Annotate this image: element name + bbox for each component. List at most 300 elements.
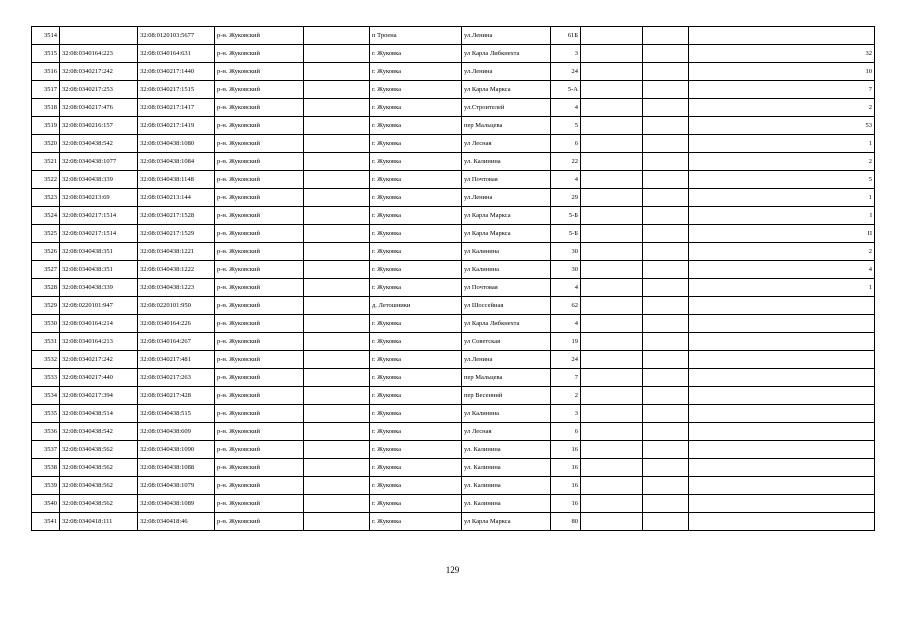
cell-apartment	[689, 351, 875, 369]
table-row	[32, 171, 875, 189]
cell-house-number: 3	[551, 405, 581, 423]
cell-cadastral-parent: 32:08:0340438:542	[60, 423, 138, 441]
cell-extra-1	[581, 441, 643, 459]
cell-extra-2	[643, 369, 689, 387]
table-row	[32, 81, 875, 99]
cell-blank	[304, 369, 370, 387]
cell-extra-2	[643, 153, 689, 171]
table-row	[32, 27, 875, 45]
cell-blank	[304, 189, 370, 207]
cell-locality: г. Жуковка	[370, 243, 462, 261]
cell-extra-1	[581, 495, 643, 513]
cell-street: пер Весенний	[462, 387, 551, 405]
cell-cadastral-parent: 32:08:0340438:562	[60, 441, 138, 459]
cell-cadastral-parent: 32:08:0340217:253	[60, 81, 138, 99]
table-row	[32, 99, 875, 117]
cell-apartment	[689, 333, 875, 351]
cell-apartment	[689, 315, 875, 333]
cell-extra-2	[643, 297, 689, 315]
cell-row-number: 3525	[32, 225, 60, 243]
cell-district: р-н. Жуковский	[215, 513, 304, 531]
cell-district: р-н. Жуковский	[215, 261, 304, 279]
cell-blank	[304, 225, 370, 243]
cell-district: р-н. Жуковский	[215, 63, 304, 81]
cell-extra-2	[643, 99, 689, 117]
cell-extra-1	[581, 45, 643, 63]
cell-extra-2	[643, 441, 689, 459]
cell-cadastral-number: 32:08:0340438:1221	[138, 243, 215, 261]
cell-extra-2	[643, 495, 689, 513]
cell-blank	[304, 387, 370, 405]
cell-blank	[304, 243, 370, 261]
cell-street: пер Мальцева	[462, 117, 551, 135]
cell-row-number: 3533	[32, 369, 60, 387]
cell-cadastral-parent: 32:08:0340438:339	[60, 171, 138, 189]
cell-apartment	[689, 459, 875, 477]
cell-house-number: 62	[551, 297, 581, 315]
cell-locality: г. Жуковка	[370, 333, 462, 351]
cell-street: ул. Калинина	[462, 477, 551, 495]
cell-locality: д. Летошники	[370, 297, 462, 315]
cell-street: ул Карла Либкнехта	[462, 315, 551, 333]
table-row	[32, 459, 875, 477]
cell-apartment	[689, 369, 875, 387]
cell-blank	[304, 261, 370, 279]
cell-cadastral-parent: 32:08:0340438:351	[60, 261, 138, 279]
cell-extra-1	[581, 153, 643, 171]
cell-district: р-н. Жуковский	[215, 45, 304, 63]
cell-district: р-н. Жуковский	[215, 27, 304, 45]
cell-cadastral-parent: 32:08:0340438:562	[60, 495, 138, 513]
cell-locality: г. Жуковка	[370, 207, 462, 225]
cell-extra-2	[643, 261, 689, 279]
cell-street: ул.Ленина	[462, 189, 551, 207]
cell-district: р-н. Жуковский	[215, 369, 304, 387]
cell-district: р-н. Жуковский	[215, 405, 304, 423]
cell-locality: г. Жуковка	[370, 99, 462, 117]
cell-cadastral-number: 32:08:0340438:1088	[138, 459, 215, 477]
cell-extra-2	[643, 405, 689, 423]
cell-cadastral-number: 32:08:0340217:1440	[138, 63, 215, 81]
cell-extra-1	[581, 423, 643, 441]
cell-house-number: 6	[551, 423, 581, 441]
cell-extra-1	[581, 477, 643, 495]
cell-extra-1	[581, 297, 643, 315]
cell-house-number: 4	[551, 171, 581, 189]
cell-street: ул.Ленина	[462, 63, 551, 81]
cell-street: ул.Строителей	[462, 99, 551, 117]
cell-row-number: 3540	[32, 495, 60, 513]
cell-locality: г. Жуковка	[370, 63, 462, 81]
cell-cadastral-number: 32:08:0340164:631	[138, 45, 215, 63]
cell-apartment	[689, 477, 875, 495]
cell-row-number: 3516	[32, 63, 60, 81]
cell-district: р-н. Жуковский	[215, 153, 304, 171]
cell-house-number: 16	[551, 495, 581, 513]
cell-cadastral-number: 32:08:0340217:1419	[138, 117, 215, 135]
cell-cadastral-number: 32:08:0340438:1222	[138, 261, 215, 279]
cell-extra-2	[643, 27, 689, 45]
table-row	[32, 315, 875, 333]
cell-extra-2	[643, 81, 689, 99]
cell-district: р-н. Жуковский	[215, 459, 304, 477]
cell-street: ул. Калинина	[462, 153, 551, 171]
cell-district: р-н. Жуковский	[215, 315, 304, 333]
cell-blank	[304, 99, 370, 117]
cell-district: р-н. Жуковский	[215, 387, 304, 405]
cell-row-number: 3528	[32, 279, 60, 297]
cell-district: р-н. Жуковский	[215, 477, 304, 495]
table-row	[32, 513, 875, 531]
cell-house-number: 2	[551, 387, 581, 405]
cell-locality: г. Жуковка	[370, 387, 462, 405]
cell-blank	[304, 171, 370, 189]
cell-locality: г. Жуковка	[370, 459, 462, 477]
cell-district: р-н. Жуковский	[215, 297, 304, 315]
cell-district: р-н. Жуковский	[215, 279, 304, 297]
cell-street: ул Лесная	[462, 423, 551, 441]
cell-extra-1	[581, 207, 643, 225]
cell-house-number: 80	[551, 513, 581, 531]
cell-cadastral-number: 32:08:0340217:263	[138, 369, 215, 387]
cell-blank	[304, 297, 370, 315]
cell-extra-2	[643, 207, 689, 225]
cell-cadastral-number: 32:08:0340217:481	[138, 351, 215, 369]
cell-row-number: 3519	[32, 117, 60, 135]
table-row	[32, 135, 875, 153]
cell-extra-2	[643, 225, 689, 243]
cell-apartment	[689, 27, 875, 45]
table-row	[32, 333, 875, 351]
cell-locality: г. Жуковка	[370, 189, 462, 207]
cell-row-number: 3520	[32, 135, 60, 153]
cell-locality: г. Жуковка	[370, 351, 462, 369]
table-row	[32, 441, 875, 459]
cell-apartment: 5	[689, 171, 875, 189]
cell-house-number: 30	[551, 243, 581, 261]
cell-cadastral-parent: 32:08:0340217:476	[60, 99, 138, 117]
cell-house-number: 4	[551, 279, 581, 297]
cell-extra-2	[643, 459, 689, 477]
cell-extra-1	[581, 261, 643, 279]
cell-row-number: 3521	[32, 153, 60, 171]
cell-street: ул Почтовая	[462, 279, 551, 297]
cell-blank	[304, 153, 370, 171]
cell-street: ул.Ленина	[462, 351, 551, 369]
cell-cadastral-parent: 32:08:0340164:214	[60, 315, 138, 333]
cell-house-number: 16	[551, 459, 581, 477]
cell-street: ул.Ленина	[462, 27, 551, 45]
cell-extra-1	[581, 117, 643, 135]
cell-cadastral-parent: 32:08:0340217:1514	[60, 225, 138, 243]
cell-house-number: 29	[551, 189, 581, 207]
cell-locality: г. Жуковка	[370, 405, 462, 423]
cell-extra-1	[581, 333, 643, 351]
cell-street: ул Карла Либкнехта	[462, 45, 551, 63]
cell-apartment	[689, 297, 875, 315]
cell-blank	[304, 207, 370, 225]
cell-extra-2	[643, 315, 689, 333]
cell-extra-2	[643, 351, 689, 369]
cell-extra-2	[643, 387, 689, 405]
cell-cadastral-parent: 32:08:0340217:242	[60, 63, 138, 81]
cell-cadastral-number: 32:08:0340438:1148	[138, 171, 215, 189]
cell-house-number: 4	[551, 315, 581, 333]
cell-cadastral-parent: 32:08:0340438:562	[60, 477, 138, 495]
cell-extra-2	[643, 477, 689, 495]
cell-street: ул Карла Маркса	[462, 513, 551, 531]
cell-street: ул Калинина	[462, 243, 551, 261]
cell-apartment: 4	[689, 261, 875, 279]
cell-locality: г. Жуковка	[370, 495, 462, 513]
cell-street: ул. Калинина	[462, 459, 551, 477]
cell-apartment: 2	[689, 153, 875, 171]
cell-locality: г. Жуковка	[370, 279, 462, 297]
cell-extra-2	[643, 333, 689, 351]
cell-cadastral-parent: 32:08:0340438:351	[60, 243, 138, 261]
cell-apartment: 1	[689, 135, 875, 153]
cell-house-number: 61Б	[551, 27, 581, 45]
document-page	[31, 26, 875, 531]
cell-street: ул. Калинина	[462, 441, 551, 459]
cell-row-number: 3534	[32, 387, 60, 405]
cell-extra-1	[581, 225, 643, 243]
cell-cadastral-parent: 32:08:0340438:514	[60, 405, 138, 423]
cell-house-number: 6	[551, 135, 581, 153]
cell-apartment: 7	[689, 81, 875, 99]
cell-cadastral-number: 32:08:0340217:1528	[138, 207, 215, 225]
cell-extra-1	[581, 135, 643, 153]
cell-apartment	[689, 441, 875, 459]
cell-cadastral-parent: 32:08:0340164:213	[60, 333, 138, 351]
table-row	[32, 189, 875, 207]
cell-house-number: 24	[551, 351, 581, 369]
table-row	[32, 297, 875, 315]
table-row	[32, 243, 875, 261]
table-row	[32, 261, 875, 279]
cell-cadastral-number: 32:08:0340438:1223	[138, 279, 215, 297]
table-row	[32, 153, 875, 171]
cell-extra-1	[581, 243, 643, 261]
cell-street: ул Карла Маркса	[462, 81, 551, 99]
cell-house-number: 16	[551, 477, 581, 495]
cell-locality: г. Жуковка	[370, 513, 462, 531]
cell-street: ул Лесная	[462, 135, 551, 153]
cell-district: р-н. Жуковский	[215, 135, 304, 153]
cell-district: р-н. Жуковский	[215, 189, 304, 207]
cell-extra-1	[581, 369, 643, 387]
cell-extra-1	[581, 279, 643, 297]
cell-cadastral-number: 32:08:0340438:1079	[138, 477, 215, 495]
cell-blank	[304, 495, 370, 513]
cell-blank	[304, 423, 370, 441]
cell-extra-2	[643, 135, 689, 153]
cell-street: ул. Калинина	[462, 495, 551, 513]
cell-street: ул Калинина	[462, 405, 551, 423]
cell-cadastral-parent: 32:08:0340217:440	[60, 369, 138, 387]
cell-locality: г. Жуковка	[370, 441, 462, 459]
cell-extra-2	[643, 513, 689, 531]
cell-row-number: 3535	[32, 405, 60, 423]
cell-row-number: 3523	[32, 189, 60, 207]
cell-cadastral-number: 32:08:0340217:1417	[138, 99, 215, 117]
cell-locality: п Троена	[370, 27, 462, 45]
cell-cadastral-parent: 32:08:0340217:1514	[60, 207, 138, 225]
cell-street: ул Почтовая	[462, 171, 551, 189]
cell-house-number: 30	[551, 261, 581, 279]
cell-row-number: 3530	[32, 315, 60, 333]
cell-blank	[304, 117, 370, 135]
page-number: 129	[445, 565, 460, 575]
cell-cadastral-parent: 32:08:0340217:242	[60, 351, 138, 369]
cell-house-number: 16	[551, 441, 581, 459]
cell-blank	[304, 63, 370, 81]
cell-apartment	[689, 423, 875, 441]
cell-row-number: 3537	[32, 441, 60, 459]
cell-extra-2	[643, 45, 689, 63]
cell-row-number: 3529	[32, 297, 60, 315]
cell-cadastral-parent: 32:08:0340438:542	[60, 135, 138, 153]
cell-row-number: 3515	[32, 45, 60, 63]
cell-locality: г. Жуковка	[370, 423, 462, 441]
cell-row-number: 3522	[32, 171, 60, 189]
cell-extra-1	[581, 171, 643, 189]
cell-extra-2	[643, 117, 689, 135]
cell-row-number: 3541	[32, 513, 60, 531]
cell-apartment: II	[689, 225, 875, 243]
cell-house-number: 24	[551, 63, 581, 81]
table-row	[32, 495, 875, 513]
cell-house-number: 22	[551, 153, 581, 171]
cell-house-number: 19	[551, 333, 581, 351]
cell-extra-1	[581, 351, 643, 369]
cell-extra-2	[643, 189, 689, 207]
cell-apartment: 10	[689, 63, 875, 81]
cell-row-number: 3526	[32, 243, 60, 261]
table-row	[32, 477, 875, 495]
cell-district: р-н. Жуковский	[215, 99, 304, 117]
cell-cadastral-number: 32:08:0340164:267	[138, 333, 215, 351]
cell-extra-1	[581, 81, 643, 99]
cell-row-number: 3538	[32, 459, 60, 477]
cell-blank	[304, 459, 370, 477]
cell-apartment: 2	[689, 243, 875, 261]
cell-blank	[304, 135, 370, 153]
table-row	[32, 279, 875, 297]
cell-district: р-н. Жуковский	[215, 243, 304, 261]
cell-cadastral-parent: 32:08:0340438:562	[60, 459, 138, 477]
cell-locality: г. Жуковка	[370, 45, 462, 63]
cell-extra-1	[581, 315, 643, 333]
table-row	[32, 423, 875, 441]
cell-cadastral-number: 32:08:0340438:609	[138, 423, 215, 441]
cell-cadastral-number: 32:08:0340213:144	[138, 189, 215, 207]
cell-district: р-н. Жуковский	[215, 351, 304, 369]
cell-locality: г. Жуковка	[370, 369, 462, 387]
cell-cadastral-number: 32:08:0220101:950	[138, 297, 215, 315]
cell-blank	[304, 315, 370, 333]
table-row	[32, 225, 875, 243]
cell-blank	[304, 477, 370, 495]
cell-extra-2	[643, 423, 689, 441]
cell-blank	[304, 441, 370, 459]
cell-cadastral-parent: 32:08:0340438:1077	[60, 153, 138, 171]
cell-cadastral-number: 32:08:0340438:1089	[138, 495, 215, 513]
cell-extra-2	[643, 171, 689, 189]
cell-cadastral-number: 32:08:0340438:1090	[138, 441, 215, 459]
cell-apartment	[689, 513, 875, 531]
cell-extra-1	[581, 513, 643, 531]
cell-extra-2	[643, 63, 689, 81]
cell-row-number: 3518	[32, 99, 60, 117]
cell-cadastral-parent: 32:08:0220101:947	[60, 297, 138, 315]
cell-blank	[304, 45, 370, 63]
cell-street: ул Карла Маркса	[462, 225, 551, 243]
cell-street: пер Мальцева	[462, 369, 551, 387]
cell-blank	[304, 279, 370, 297]
cell-house-number: 7	[551, 369, 581, 387]
cell-apartment: 2	[689, 99, 875, 117]
cell-locality: г. Жуковка	[370, 225, 462, 243]
cell-street: ул Калинина	[462, 261, 551, 279]
cell-apartment: I	[689, 207, 875, 225]
cell-row-number: 3531	[32, 333, 60, 351]
cell-extra-1	[581, 459, 643, 477]
cell-cadastral-number: 32:08:0340217:1529	[138, 225, 215, 243]
cell-district: р-н. Жуковский	[215, 207, 304, 225]
cell-extra-1	[581, 63, 643, 81]
table-row	[32, 369, 875, 387]
cell-locality: г. Жуковка	[370, 81, 462, 99]
cell-apartment	[689, 387, 875, 405]
cell-district: р-н. Жуковский	[215, 423, 304, 441]
cell-cadastral-parent: 32:08:0340213:69	[60, 189, 138, 207]
cell-district: р-н. Жуковский	[215, 171, 304, 189]
cell-house-number: 5-Б	[551, 207, 581, 225]
cell-row-number: 3532	[32, 351, 60, 369]
cell-district: р-н. Жуковский	[215, 495, 304, 513]
cell-extra-1	[581, 387, 643, 405]
cell-cadastral-parent	[60, 27, 138, 45]
cell-apartment: 32	[689, 45, 875, 63]
table-row	[32, 63, 875, 81]
cell-extra-1	[581, 189, 643, 207]
cell-house-number: 5-А	[551, 81, 581, 99]
cell-extra-1	[581, 99, 643, 117]
cell-blank	[304, 27, 370, 45]
cell-house-number: 5-Б	[551, 225, 581, 243]
table-row	[32, 117, 875, 135]
cell-cadastral-number: 32:08:0340164:226	[138, 315, 215, 333]
cell-cadastral-parent: 32:08:0340217:394	[60, 387, 138, 405]
cell-row-number: 3514	[32, 27, 60, 45]
cell-cadastral-number: 32:08:0340438:515	[138, 405, 215, 423]
cell-district: р-н. Жуковский	[215, 81, 304, 99]
cell-row-number: 3527	[32, 261, 60, 279]
cell-cadastral-number: 32:08:0120103:5677	[138, 27, 215, 45]
cell-house-number: 4	[551, 99, 581, 117]
cell-locality: г. Жуковка	[370, 171, 462, 189]
cell-cadastral-number: 32:08:0340438:1084	[138, 153, 215, 171]
cell-blank	[304, 405, 370, 423]
cell-street: ул Советская	[462, 333, 551, 351]
cell-blank	[304, 513, 370, 531]
cell-apartment	[689, 405, 875, 423]
cell-apartment: 53	[689, 117, 875, 135]
cell-locality: г. Жуковка	[370, 477, 462, 495]
cell-extra-2	[643, 279, 689, 297]
cell-blank	[304, 81, 370, 99]
